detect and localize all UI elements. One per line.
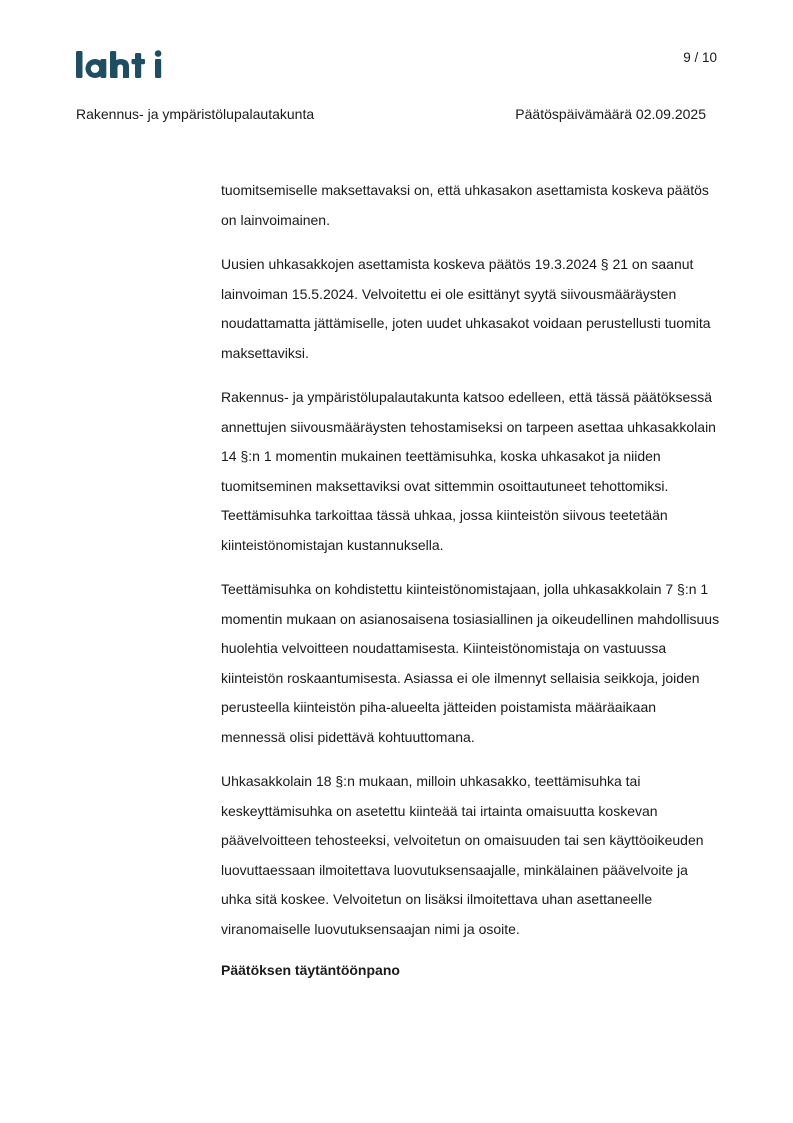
paragraph: Uusien uhkasakkojen asettamista koskeva päätös 19.3.2024 § 21 on saanut lainvoiman 15.5.2024. Velvoitettu ei ole esittänyt syytä siivousmääräysten noudattamatta jättämiselle, joten uudet uhkasakot voidaan perustellusti tuomita maksettaviksi. <box>221 256 711 361</box>
organization-name: Rakennus- ja ympäristölupalautakunta <box>76 106 315 122</box>
section-heading: Päätöksen täytäntöönpano <box>221 962 400 978</box>
paragraph: Rakennus- ja ympäristölupalautakunta katsoo edelleen, että tässä päätöksessä annettujen siivousmääräysten tehostamiseksi on tarpeen asettaa uhkasakkolain 14 §:n 1 momentin mukainen teettämisuhka, koska uhkasakot ja niiden tuomitseminen maksettaviksi ovat sittemmin osoittautuneet tehottomiksi. Teettämisuhka tarkoittaa tässä uhkaa, jossa kiinteistön siivous teetetään kiinteistönomistajan kustannuksella. <box>221 389 716 553</box>
paragraph: Teettämisuhka on kohdistettu kiinteistönomistajaan, jolla uhkasakkolain 7 §:n 1 momentin mukaan on asianosaisena tosiasiallinen ja oikeudellinen mahdollisuus huolehtia velvoitteen noudattamisesta. Kiinteistönomistaja on vastuussa kiinteistön roskaantumisesta. Asiassa ei ole ilmennyt sellaisia seikkoja, joiden perusteella kiinteistön piha-alueelta jätteiden poistamista määräaikaan mennessä olisi pidettävä kohtuuttomana. <box>221 581 720 745</box>
lahti-logo-icon <box>75 47 167 81</box>
decision-date: Päätöspäivämäärä 02.09.2025 <box>515 106 706 122</box>
paragraph: tuomitsemiselle maksettavaksi on, että uhkasakon asettamista koskeva päätös on lainvoimainen. <box>221 182 709 228</box>
document-body <box>221 176 721 981</box>
lahti-logo <box>75 47 167 81</box>
paragraph: Uhkasakkolain 18 §:n mukaan, milloin uhkasakko, teettämisuhka tai keskeyttämisuhka on asetettu kiinteää tai irtainta omaisuutta koskevan päävelvoitteen tehosteeksi, velvoitetun on omaisuuden tai sen käyttöoikeuden luovuttaessaan ilmoitettava luovutuksensaajalle, minkälainen päävelvoite ja uhka sitä koskee. Velvoitetun on lisäksi ilmoitettava uhan asettaneelle viranomaiselle luovutuksensaajan nimi ja osoite. <box>221 773 704 937</box>
document-header <box>76 106 706 122</box>
page-number: 9 / 10 <box>683 50 717 65</box>
